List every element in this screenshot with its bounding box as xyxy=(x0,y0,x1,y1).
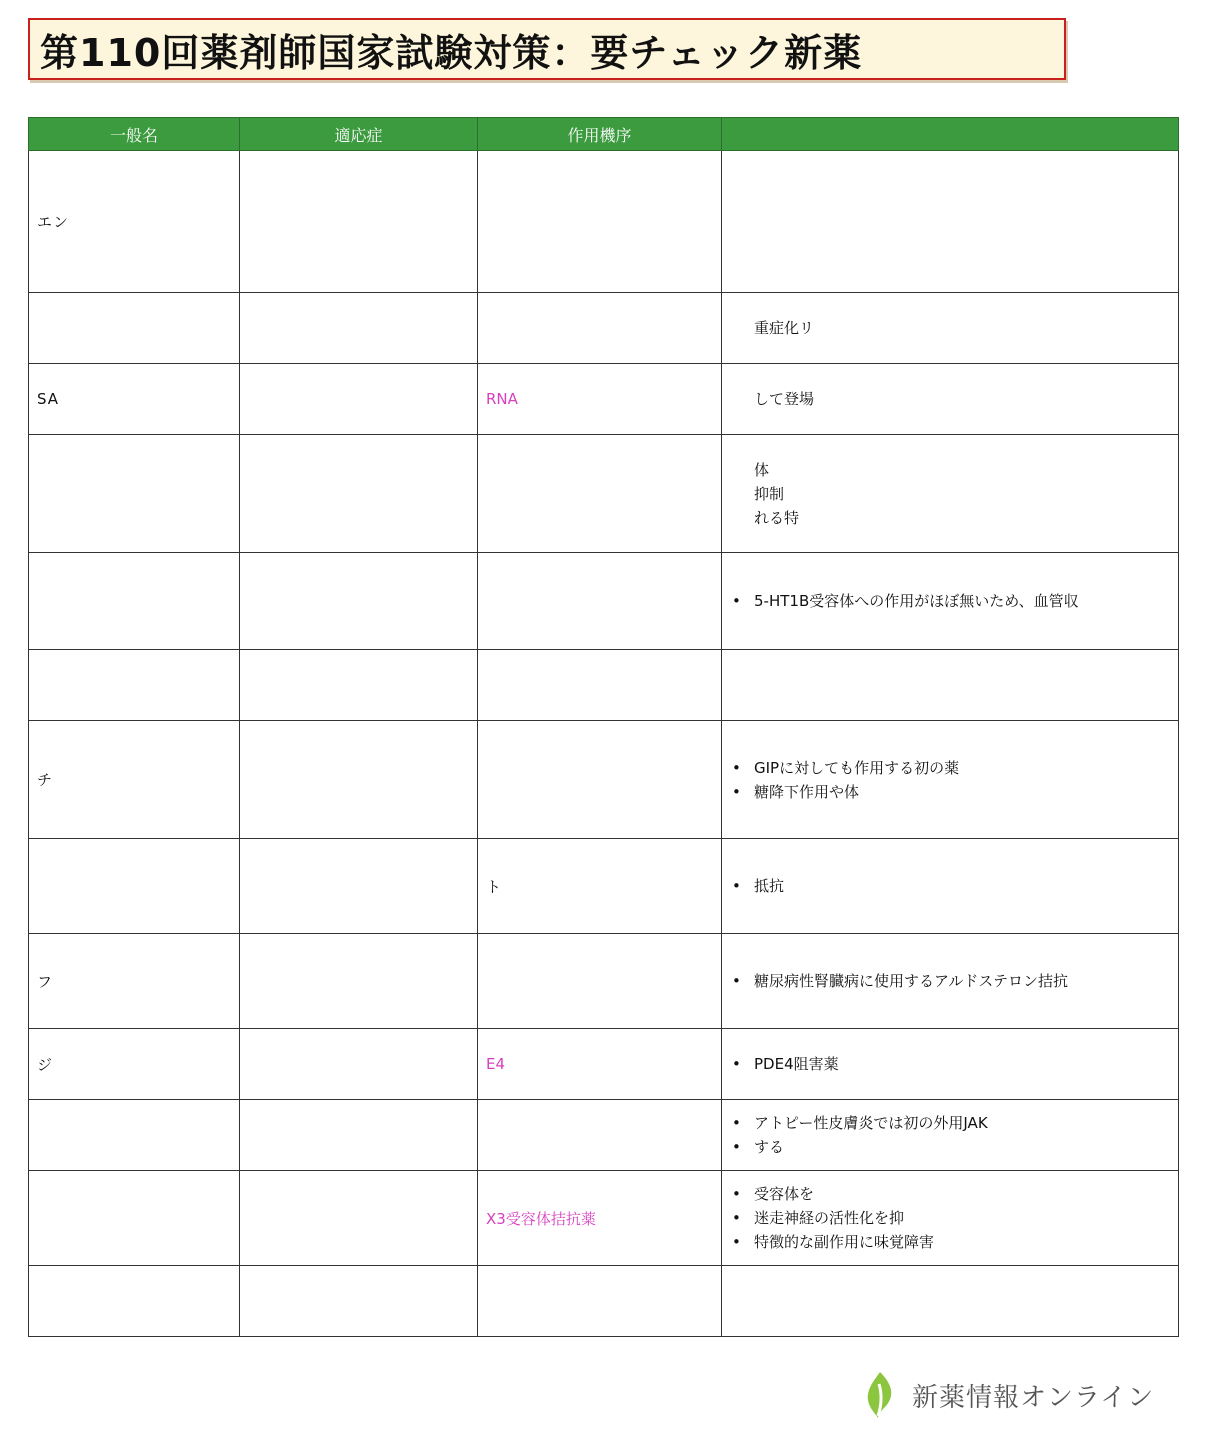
generic-name-cell xyxy=(29,435,240,553)
table-row xyxy=(29,1100,1179,1171)
table-row xyxy=(29,839,1179,934)
leaf-icon xyxy=(860,1370,900,1420)
indication-cell xyxy=(240,1029,478,1100)
note-item: れる特 xyxy=(754,508,800,527)
generic-name-cell xyxy=(29,721,240,839)
generic-name-cell xyxy=(29,1171,240,1266)
notes-cell xyxy=(722,1266,1179,1337)
generic-name-cell xyxy=(29,364,240,435)
generic-name-cell-text: SA xyxy=(37,390,60,408)
indication-cell xyxy=(240,839,478,934)
note-item: 重症化リ xyxy=(754,319,815,337)
note-item: • する xyxy=(730,1135,1170,1159)
notes-cell xyxy=(722,435,1179,553)
table-row xyxy=(29,364,1179,435)
note-item: • 迷走神経の活性化を抑 xyxy=(730,1206,1170,1230)
indication-cell xyxy=(240,1100,478,1171)
notes-list xyxy=(730,969,1170,993)
mechanism-cell xyxy=(478,1100,722,1171)
note-item: • GIPに対しても作用する初の薬 xyxy=(730,756,1170,780)
note-item: して登場 xyxy=(754,390,815,408)
notes-cell xyxy=(722,1100,1179,1171)
generic-name-cell-text: フ xyxy=(37,972,54,991)
generic-name-cell-text: ジ xyxy=(37,1055,54,1074)
title-banner xyxy=(28,18,1066,80)
mechanism-cell xyxy=(478,721,722,839)
indication-cell xyxy=(240,151,478,293)
brand-logo xyxy=(860,1370,1154,1420)
header-mechanism: 作用機序 xyxy=(478,118,722,151)
notes-list xyxy=(730,1111,1170,1159)
generic-name-cell xyxy=(29,1029,240,1100)
indication-cell xyxy=(240,650,478,721)
note-item: • 抵抗 xyxy=(730,874,1170,898)
note-item: • 受容体を xyxy=(730,1182,1170,1206)
table-body xyxy=(29,151,1179,1337)
indication-cell xyxy=(240,293,478,364)
note-item: • 糖尿病性腎臓病に使用するアルドステロン拮抗 xyxy=(730,969,1170,993)
mechanism-cell xyxy=(478,1266,722,1337)
table-header-row xyxy=(29,118,1179,151)
brand-name: 新薬情報オンライン xyxy=(912,1382,1155,1413)
table-row xyxy=(29,435,1179,553)
notes-cell xyxy=(722,650,1179,721)
notes-cell xyxy=(722,364,1179,435)
notes-list xyxy=(730,458,1170,530)
header-notes xyxy=(722,118,1179,151)
mechanism-cell-text: X3受容体拮抗薬 xyxy=(486,1209,596,1228)
drug-table xyxy=(28,117,1179,1337)
mechanism-cell-text: RNA xyxy=(486,390,518,408)
mechanism-cell xyxy=(478,364,722,435)
mechanism-cell xyxy=(478,435,722,553)
mechanism-cell xyxy=(478,1029,722,1100)
notes-list xyxy=(730,1182,1170,1254)
mechanism-cell xyxy=(478,650,722,721)
indication-cell xyxy=(240,553,478,650)
mechanism-cell xyxy=(478,934,722,1029)
mechanism-cell xyxy=(478,553,722,650)
note-item: • 特徴的な副作用に味覚障害 xyxy=(730,1230,1170,1254)
generic-name-cell xyxy=(29,1100,240,1171)
notes-list xyxy=(730,387,1170,411)
indication-cell xyxy=(240,364,478,435)
table-row xyxy=(29,151,1179,293)
table-row xyxy=(29,721,1179,839)
mechanism-cell-text: E4 xyxy=(486,1055,506,1073)
indication-cell xyxy=(240,934,478,1029)
generic-name-cell xyxy=(29,650,240,721)
notes-cell xyxy=(722,721,1179,839)
generic-name-cell xyxy=(29,293,240,364)
table-row xyxy=(29,650,1179,721)
generic-name-cell-text: エン xyxy=(37,213,70,231)
table-row xyxy=(29,1029,1179,1100)
notes-list xyxy=(730,874,1170,898)
generic-name-cell-text: チ xyxy=(37,771,54,789)
notes-cell xyxy=(722,293,1179,364)
notes-list xyxy=(730,756,1170,804)
indication-cell xyxy=(240,721,478,839)
note-item: • アトピー性皮膚炎では初の外用JAK xyxy=(730,1111,1170,1135)
table-row xyxy=(29,934,1179,1029)
note-item: 抑制 xyxy=(754,484,785,503)
notes-list xyxy=(730,589,1170,613)
notes-cell xyxy=(722,151,1179,293)
notes-cell xyxy=(722,553,1179,650)
header-indication: 適応症 xyxy=(240,118,478,151)
notes-list xyxy=(730,1052,1170,1076)
indication-cell xyxy=(240,435,478,553)
generic-name-cell xyxy=(29,934,240,1029)
note-item: • 5-HT1B受容体への作用がほぼ無いため、血管収 xyxy=(730,589,1170,613)
notes-cell xyxy=(722,1171,1179,1266)
mechanism-cell-text: ト xyxy=(486,877,502,896)
page-title: 第110回薬剤師国家試験対策：要チェック新薬 xyxy=(40,30,863,75)
notes-list xyxy=(730,316,1170,340)
generic-name-cell xyxy=(29,553,240,650)
table-row xyxy=(29,1266,1179,1337)
table-row xyxy=(29,553,1179,650)
generic-name-cell xyxy=(29,839,240,934)
mechanism-cell xyxy=(478,293,722,364)
mechanism-cell xyxy=(478,151,722,293)
mechanism-cell xyxy=(478,1171,722,1266)
notes-cell xyxy=(722,839,1179,934)
notes-cell xyxy=(722,934,1179,1029)
indication-cell xyxy=(240,1171,478,1266)
header-generic-name: 一般名 xyxy=(29,118,240,151)
note-item: • PDE4阻害薬 xyxy=(730,1052,1170,1076)
mechanism-cell xyxy=(478,839,722,934)
note-item: 体 xyxy=(754,460,770,479)
table-row xyxy=(29,293,1179,364)
generic-name-cell xyxy=(29,1266,240,1337)
indication-cell xyxy=(240,1266,478,1337)
notes-cell xyxy=(722,1029,1179,1100)
note-item: • 糖降下作用や体 xyxy=(730,780,1170,804)
generic-name-cell xyxy=(29,151,240,293)
table-row xyxy=(29,1171,1179,1266)
